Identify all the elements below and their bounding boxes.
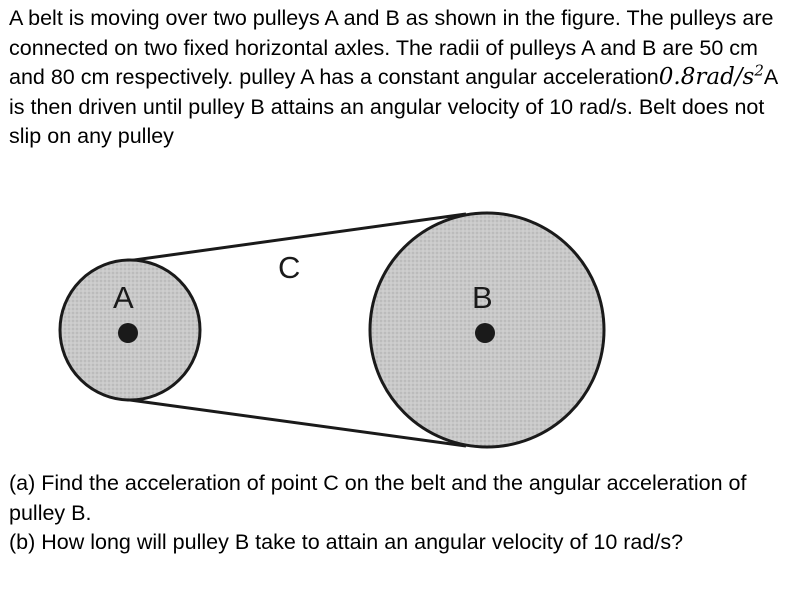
question-text xyxy=(9,4,795,152)
part-a: (a) Find the acceleration of point C on the belt and the angular acceleration of pulley B. xyxy=(9,471,747,525)
question-parts xyxy=(9,469,795,558)
axle-b xyxy=(475,323,495,343)
label-b: B xyxy=(472,280,493,315)
label-a: A xyxy=(113,280,134,315)
exponent: 2 xyxy=(754,61,764,80)
axle-a xyxy=(118,323,138,343)
pulley-belt-figure xyxy=(0,205,800,467)
question-text-before: A belt is moving over two pulleys A and B as shown in the figure. The pulleys are connected on two fixed horizontal axles. The radii of pulleys A and B are 50 cm and 80 cm respectively. pulley A has a constant angular acceleration xyxy=(9,6,774,89)
angular-acceleration-value: $0.8rad/s^2$ xyxy=(658,61,764,90)
label-c: C xyxy=(278,250,301,285)
question-text-after: A is then driven until pulley B attains an angular velocity of 10 rad/s. Belt does not slip on any pulley xyxy=(9,65,778,148)
part-b: (b) How long will pulley B take to attain an angular velocity of 10 rad/s? xyxy=(9,530,684,554)
